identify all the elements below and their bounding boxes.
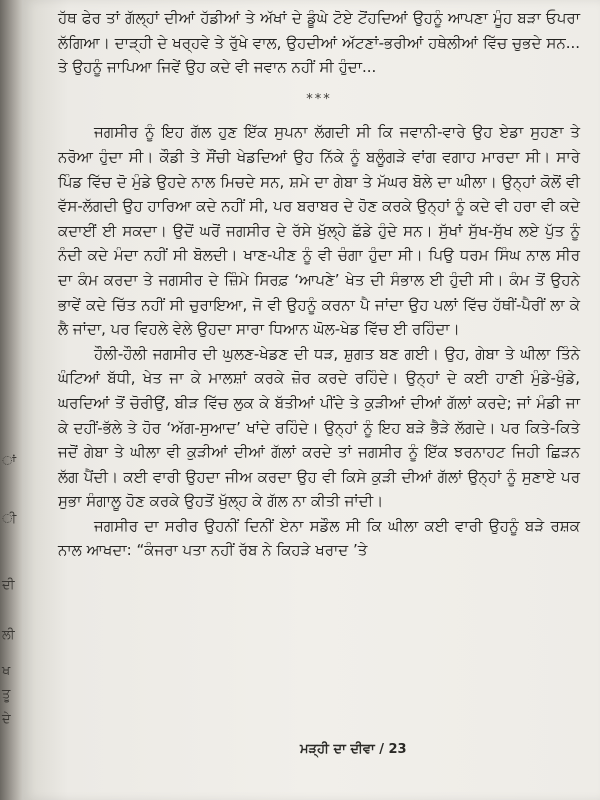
paragraph: ਜਗਸੀਰ ਨੂੰ ਇਹ ਗੱਲ ਹੁਣ ਇੱਕ ਸੁਪਨਾ ਲੱਗਦੀ ਸੀ ਕਿ ਜਵਾਨੀ-ਵਾਰੇ ਉਹ ਏਡਾ ਸੁਹਣਾ ਤੇ ਨਰੋਆ ਹੁੰਦਾ ਸੀ। ਕੌਡੀ ਤੇ ਸੌਂਚੀ ਖੇਡਦਿਆਂ ਉਹ ਨਿੱਕੇ ਨੂੰ ਬਲੂੰਗੜੇ ਵਾਂਗ ਵਗਾਹ ਮਾਰਦਾ ਸੀ। ਸਾਰੇ ਪਿੰਡ ਵਿੱਚ ਦੋ ਮੁੰਡੇ ਉਹਦੇ ਨਾਲ ਮਿਚਦੇ ਸਨ, ਸ਼ਮੇ ਦਾ ਗੇਬਾ ਤੇ ਮੱਘਰ ਬੋਲੇ ਦਾ ਘੀਲਾ। ਉਨ੍ਹਾਂ ਕੋਲੋਂ ਵੀ ਵੱਸ-ਲੱਗਦੀ ਉਹ ਹਾਰਿਆ ਕਦੇ ਨਹੀਂ ਸੀ, ਪਰ ਬਰਾਬਰ ਦੇ ਹੋਣ ਕਰਕੇ ਉਨ੍ਹਾਂ ਨੂੰ ਕਦੇ ਵੀ ਹਰਾ ਵੀ ਕਦੇ ਕਦਾਈਂ ਈ ਸਕਦਾ। ਉਦੋਂ ਘਰੋਂ ਜਗਸੀਰ ਦੇ ਰੱਸੇ ਖੁੱਲ੍ਹੇ ਛੱਡੇ ਹੁੰਦੇ ਸਨ। ਸੁੱਖਾਂ ਸੁੱਖ-ਸੁੱਖ ਲਏ ਪੁੱਤ ਨੂੰ ਨੰਦੀ ਕਦੇ ਮੰਦਾ ਨਹੀਂ ਸੀ ਬੋਲਦੀ। ਖਾਣ-ਪੀਣ ਨੂੰ ਵੀ ਚੰਗਾ ਹੁੰਦਾ ਸੀ। ਪਿਉ ਧਰਮ ਸਿੰਘ ਨਾਲ ਸੀਰ ਦਾ ਕੰਮ ਕਰਦਾ ਤੇ ਜਗਸੀਰ ਦੇ ਜ਼ਿੰਮੇ ਸਿਰਫ਼ ‘ਆਪਣੇ’ ਖੇਤ ਦੀ ਸੰਭਾਲ ਈ ਹੁੰਦੀ ਸੀ। ਕੰਮ ਤੋਂ ਉਹਨੇ ਭਾਵੇਂ ਕਦੇ ਚਿੱਤ ਨਹੀਂ ਸੀ ਚੁਰਾਇਆ, ਜੋ ਵੀ ਉਹਨੂੰ ਕਰਨਾ ਪੈ ਜਾਂਦਾ ਉਹ ਪਲਾਂ ਵਿੱਚ ਹੱਥੀਂ-ਪੈਰੀਂ ਲਾ ਕੇ ਲੈ ਜਾਂਦਾ, ਪਰ ਵਿਹਲੇ ਵੇਲੇ ਉਹਦਾ ਸਾਰਾ ਧਿਆਨ ਘੋਲ-ਖੇਡ ਵਿੱਚ ਈ ਰਹਿੰਦਾ। bbox=[58, 123, 580, 339]
paragraph: ਹੌਲੀ-ਹੌਲੀ ਜਗਸੀਰ ਦੀ ਘੁਲਣ-ਖੇਡਣ ਦੀ ਧੜ, ਸ਼ੁਗਤ ਬਣ ਗਈ। ਉਹ, ਗੇਬਾ ਤੇ ਘੀਲਾ ਤਿੰਨੇ ਘੰਟਿਆਂ ਬੱਧੀ, ਖੇਤ ਜਾ ਕੇ ਮਾਲਸ਼ਾਂ ਕਰਕੇ ਜ਼ੋਰ ਕਰਦੇ ਰਹਿੰਦੇ। ਉਨ੍ਹਾਂ ਦੇ ਕਈ ਹਾਣੀ ਮੁੰਡੇ-ਖੁੰਡੇ, ਘਰਦਿਆਂ ਤੋਂ ਚੋਰੀਉਂ, ਬੀੜ ਵਿੱਚ ਲੁਕ ਕੇ ਬੱਤੀਆਂ ਪੀਂਦੇ ਤੇ ਕੁੜੀਆਂ ਦੀਆਂ ਗੱਲਾਂ ਕਰਦੇ; ਜਾਂ ਮੰਡੀ ਜਾ ਕੇ ਦਹੀਂ-ਭੱਲੇ ਤੇ ਹੋਰ ‘ਅੱਗ-ਸੁਆਦ’ ਖਾਂਦੇ ਰਹਿੰਦੇ। ਉਨ੍ਹਾਂ ਨੂੰ ਇਹ ਬੜੇ ਭੈੜੇ ਲੱਗਦੇ। ਪਰ ਕਿਤੇ-ਕਿਤੇ ਜਦੋਂ ਗੇਬਾ ਤੇ ਘੀਲਾ ਵੀ ਕੁੜੀਆਂ ਦੀਆਂ ਗੱਲਾਂ ਕਰਦੇ ਤਾਂ ਜਗਸੀਰ ਨੂੰ ਇੱਕ ਝਰਨਾਹਟ ਜਿਹੀ ਛਿੜਨ ਲੱਗ ਪੈਂਦੀ। ਕਈ ਵਾਰੀ ਉਹਦਾ ਜੀਅ ਕਰਦਾ ਉਹ ਵੀ ਕਿਸੇ ਕੁੜੀ ਦੀਆਂ ਗੱਲਾਂ ਉਨ੍ਹਾਂ ਨੂੰ ਸੁਣਾਏ ਪਰ ਸੁਭਾ ਸੰਗਾਲੂ ਹੋਣ ਕਰਕੇ ਉਹਤੋਂ ਖੁੱਲ੍ਹ ਕੇ ਗੱਲ ਨਾ ਕੀਤੀ ਜਾਂਦੀ। bbox=[58, 344, 580, 511]
previous-page-edge-text bbox=[2, 455, 20, 755]
paragraph-opening: ਹੱਥ ਫੇਰ ਤਾਂ ਗੱਲ੍ਹਾਂ ਦੀਆਂ ਹੱਡੀਆਂ ਤੇ ਅੱਖਾਂ ਦੇ ਡੂੰਘੇ ਟੋਏ ਟੋਂਹਦਿਆਂ ਉਹਨੂੰ ਆਪਣਾ ਮੂੰਹ ਬੜਾ ਓਪਰਾ ਲੱਗਿਆ। ਦਾੜ੍ਹੀ ਦੇ ਖਰ੍ਹਵੇ ਤੇ ਰੁੱਖੇ ਵਾਲ, ਉਹਦੀਆਂ ਅੱਟਣਾਂ-ਭਰੀਆਂ ਹਥੇਲੀਆਂ ਵਿੱਚ ਚੁਭਦੇ ਸਨ... ਤੇ ਉਹਨੂੰ ਜਾਪਿਆ ਜਿਵੇਂ ਉਹ ਕਦੇ ਵੀ ਜਵਾਨ ਨਹੀਂ ਸੀ ਹੁੰਦਾ... bbox=[58, 9, 580, 77]
page-body bbox=[58, 6, 580, 563]
paragraph: ਜਗਸੀਰ ਦਾ ਸਰੀਰ ਉਹਨੀਂ ਦਿਨੀਂ ਏਨਾ ਸਡੌਲ ਸੀ ਕਿ ਘੀਲਾ ਕਈ ਵਾਰੀ ਉਹਨੂੰ ਬੜੇ ਰਸ਼ਕ ਨਾਲ ਆਖਦਾ: “ਕੰਜਰਾ ਪਤਾ ਨਹੀਂ ਰੱਬ ਨੇ ਕਿਹੜੇ ਖਰਾਦ ’ਤੇ bbox=[58, 516, 580, 560]
edge-glyph: ਤੂ bbox=[2, 687, 11, 702]
edge-glyph: ਲੀ bbox=[2, 628, 15, 643]
page-footer: ਮੜ੍ਹੀ ਦਾ ਦੀਵਾ / 23 bbox=[300, 742, 407, 757]
edge-glyph: ਦੀ bbox=[2, 578, 15, 593]
edge-glyph: ਦੇ bbox=[2, 712, 11, 727]
edge-glyph: ਾਂ bbox=[2, 454, 17, 469]
edge-glyph: ੀ bbox=[2, 512, 17, 527]
book-gutter bbox=[0, 0, 22, 800]
section-separator: *** bbox=[306, 91, 332, 107]
edge-glyph: ਖ bbox=[2, 664, 11, 679]
